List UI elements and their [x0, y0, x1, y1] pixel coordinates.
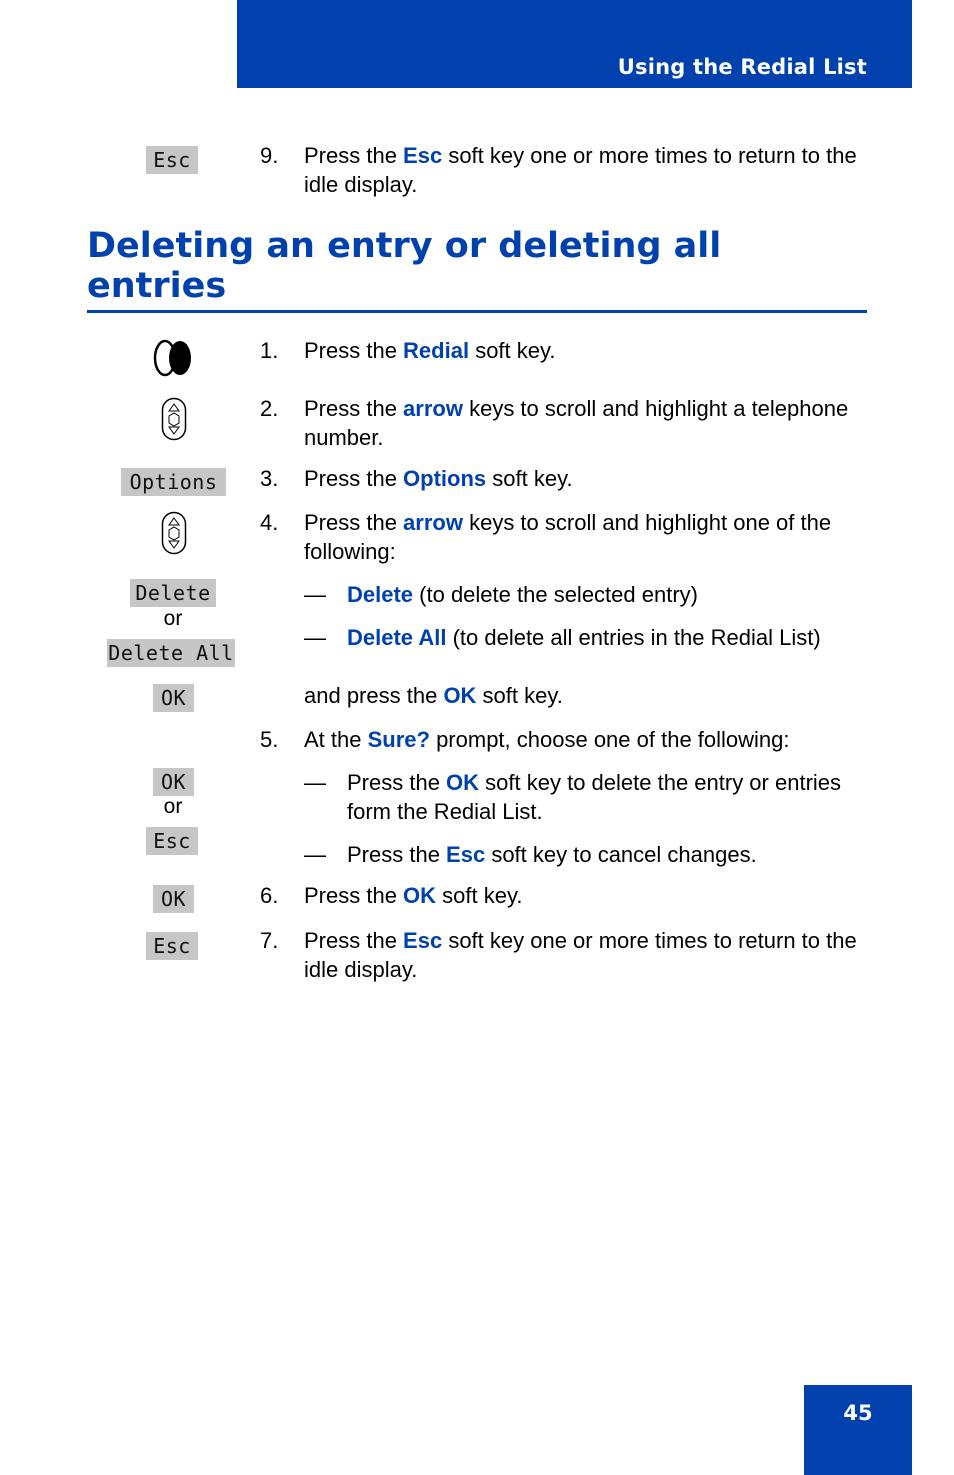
step-7-text: Press the Esc soft key one or more times to return to the idle display. [304, 928, 857, 982]
arrow-keys-icon [161, 397, 187, 441]
arrow-keys-icon [161, 511, 187, 555]
step-4-text: Press the arrow keys to scroll and highlight one of the following: [304, 510, 832, 564]
header-title: Using the Redial List [617, 55, 867, 79]
step-number: 7. [260, 928, 279, 953]
options-softkey: Options [121, 468, 226, 496]
or-label: or [163, 795, 183, 818]
esc-softkey: Esc [146, 932, 198, 960]
step-number: 6. [260, 883, 279, 908]
step-number: 3. [260, 466, 279, 491]
step-number: 4. [260, 510, 279, 535]
option-esc-text: Press the Esc soft key to cancel changes. [347, 842, 757, 867]
dash: — [304, 770, 326, 795]
esc-softkey: Esc [146, 827, 198, 855]
step-6-text: Press the OK soft key. [304, 883, 523, 908]
step-9-text: Press the Esc soft key one or more times to return to the idle display. [304, 143, 857, 197]
step-number: 1. [260, 338, 279, 363]
dash: — [304, 625, 326, 650]
page-number: 45 [843, 1401, 873, 1425]
step-4-ok-text: and press the OK soft key. [304, 683, 563, 708]
or-label: or [163, 607, 183, 630]
page-number-box [804, 1385, 912, 1475]
dash: — [304, 842, 326, 867]
header-bar [237, 0, 912, 88]
step-number: 2. [260, 396, 279, 421]
section-title: Deleting an entry or deleting all entries [87, 226, 867, 313]
step-number: 5. [260, 727, 279, 752]
option-delete-all-text: Delete All (to delete all entries in the Redial List) [347, 625, 821, 650]
step-5-text: At the Sure? prompt, choose one of the following: [304, 727, 790, 752]
option-delete-text: Delete (to delete the selected entry) [347, 582, 698, 607]
step-2-text: Press the arrow keys to scroll and highlight a telephone number. [304, 396, 849, 450]
esc-softkey: Esc [146, 146, 198, 174]
step-3-text: Press the Options soft key. [304, 466, 573, 491]
delete-all-softkey: Delete All [108, 641, 234, 665]
dash: — [304, 582, 326, 607]
ok-softkey: OK [153, 684, 194, 712]
ok-softkey: OK [153, 768, 194, 796]
option-ok-text: Press the OK soft key to delete the entry or entries form the Redial List. [347, 770, 842, 824]
step-1-text: Press the Redial soft key. [304, 338, 556, 363]
step-number: 9. [260, 143, 279, 168]
redial-key-icon [152, 338, 194, 378]
delete-softkey: Delete [130, 579, 216, 607]
ok-softkey: OK [153, 885, 194, 913]
